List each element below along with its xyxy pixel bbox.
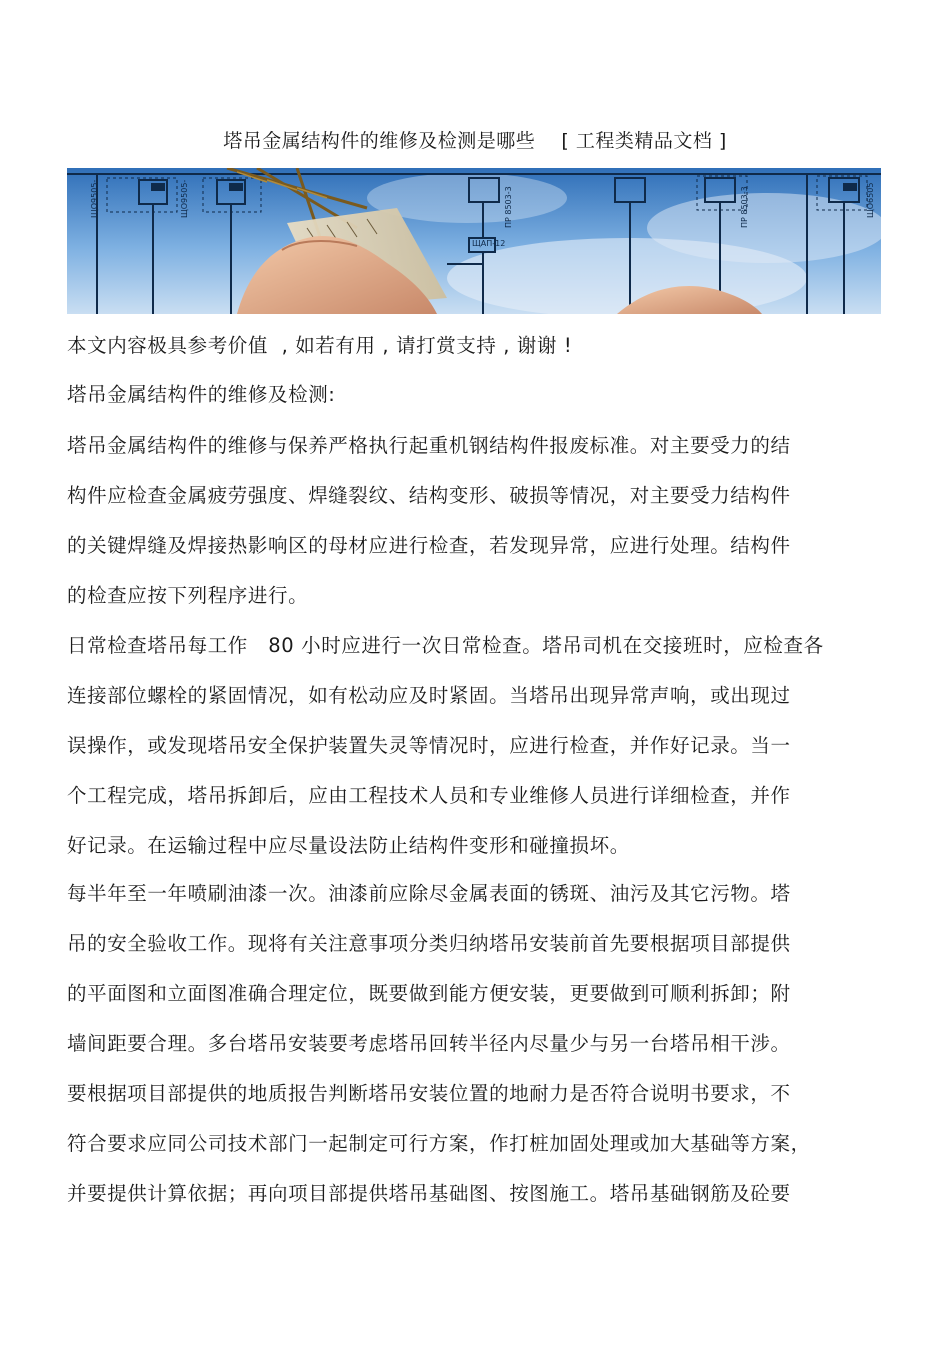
text-line: 日常检查塔吊每工作 80 小时应进行一次日常检查。塔吊司机在交接班时，应检查各 xyxy=(67,634,824,657)
banner-image xyxy=(67,168,881,314)
banner-label: ПР 8503-3 xyxy=(740,186,749,228)
text-line: 吊的安全验收工作。现将有关注意事项分类归纳塔吊安装前首先要根据项目部提供 xyxy=(67,932,791,955)
text-line: 每半年至一年喷刷油漆一次。油漆前应除尽金属表面的锈斑、油污及其它污物。塔 xyxy=(67,882,791,905)
banner-label: ЩО9505- xyxy=(90,179,99,218)
banner-label: ЩО9505- xyxy=(180,179,189,218)
text-line: 误操作，或发现塔吊安全保护装置失灵等情况时，应进行检查，并作好记录。当一 xyxy=(67,734,791,757)
text-line: 的平面图和立面图准确合理定位，既要做到能方便安装，更要做到可顺利拆卸；附 xyxy=(67,982,791,1005)
text-line: 个工程完成，塔吊拆卸后，应由工程技术人员和专业维修人员进行详细检查，并作 xyxy=(67,784,791,807)
text-line: 并要提供计算依据；再向项目部提供塔吊基础图、按图施工。塔吊基础钢筋及砼要 xyxy=(67,1182,791,1205)
banner-label: ЩО6505 xyxy=(866,182,875,218)
text-line: 本文内容极具参考价值 , 如若有用 , 请打赏支持 , 谢谢 ! xyxy=(67,334,573,357)
text-line: 塔吊金属结构件的维修与保养严格执行起重机钢结构件报废标准。对主要受力的结 xyxy=(67,434,791,457)
text-line: 构件应检查金属疲劳强度、焊缝裂纹、结构变形、破损等情况，对主要受力结构件 xyxy=(67,484,791,507)
text-line: 要根据项目部提供的地质报告判断塔吊安装位置的地耐力是否符合说明书要求，不 xyxy=(67,1082,791,1105)
banner-label: ПР 8503-3 xyxy=(504,186,513,228)
text-line: 塔吊金属结构件的维修及检测: xyxy=(67,383,336,406)
text-line: 的检查应按下列程序进行。 xyxy=(67,584,309,607)
text-line: 好记录。在运输过程中应尽量设法防止结构件变形和碰撞损坏。 xyxy=(67,834,630,857)
text-line: 的关键焊缝及焊接热影响区的母材应进行检查，若发现异常，应进行处理。结构件 xyxy=(67,534,791,557)
page-title: 塔吊金属结构件的维修及检测是哪些 [ 工程类精品文档 ] xyxy=(223,130,727,152)
text-line: 墙间距要合理。多台塔吊安装要考虑塔吊回转半径内尽量少与另一台塔吊相干涉。 xyxy=(67,1032,791,1055)
text-line: 连接部位螺栓的紧固情况，如有松动应及时紧固。当塔吊出现异常声响，或出现过 xyxy=(67,684,791,707)
text-line: 符合要求应同公司技术部门一起制定可行方案，作打桩加固处理或加大基础等方案， xyxy=(67,1132,811,1155)
banner-label: ЩАП-12 xyxy=(472,239,506,248)
